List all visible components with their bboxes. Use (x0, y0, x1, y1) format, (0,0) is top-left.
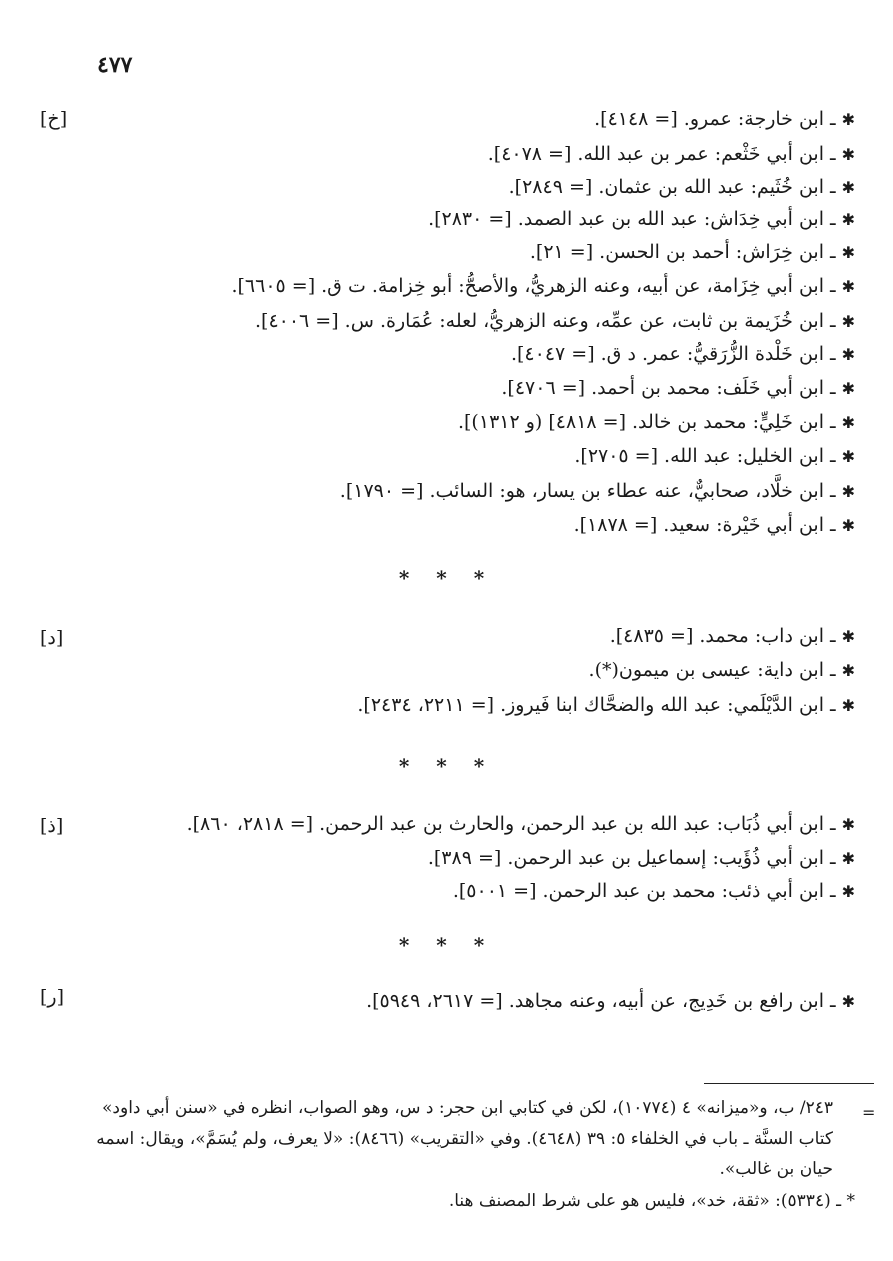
asterisk-icon: ✱ (841, 345, 855, 364)
list-item: ✱ـ ابن خلَّاد، صحابيٌّ، عنه عطاء بن يسار، هو: السائب. [= ١٧٩٠]. (339, 480, 855, 502)
asterisk-icon: ✱ (841, 849, 855, 868)
asterisk-icon: ✱ (841, 815, 855, 834)
list-item: ✱ـ ابن خُثَيم: عبد الله بن عثمان. [= ٢٨٤٩]. (508, 176, 855, 198)
asterisk-icon: ✱ (841, 447, 855, 466)
section-divider: * * * (398, 933, 495, 957)
list-item: ✱ـ ابن أبي خَيْرة: سعيد. [= ١٨٧٨]. (573, 514, 855, 536)
asterisk-icon: ✱ (841, 413, 855, 432)
list-item: ✱ـ ابن خِرَاش: أحمد بن الحسن. [= ٢١]. (529, 241, 855, 263)
asterisk-icon: ✱ (841, 992, 855, 1011)
list-item: ✱ـ ابن أبي خَلَف: محمد بن أحمد. [= ٤٧٠٦]. (501, 377, 855, 399)
section-divider: * * * (398, 754, 495, 778)
footnote-line: حيان بن غالب». (719, 1159, 833, 1179)
footnote-line: * ـ (٥٣٣٤): «ثقة، خد»، فليس هو على شرط المصنف هنا. (448, 1191, 855, 1211)
asterisk-icon: ✱ (841, 379, 855, 398)
asterisk-icon: ✱ (841, 696, 855, 715)
asterisk-icon: ✱ (841, 661, 855, 680)
asterisk-icon: ✱ (841, 210, 855, 229)
section-letter-dal: [د] (40, 627, 64, 649)
asterisk-icon: ✱ (841, 312, 855, 331)
list-item: ✱ـ ابن أبي خَثْعم: عمر بن عبد الله. [= ٤٠٧٨]. (487, 143, 855, 165)
asterisk-icon: ✱ (841, 627, 855, 646)
section-letter-kha: [خ] (40, 108, 68, 130)
list-item: ✱ـ ابن خُزَيمة بن ثابت، عن عمِّه، وعنه الزهريُّ، لعله: عُمَارة. س. [= ٤٠٠٦]. (254, 310, 855, 332)
list-item: ✱ـ ابن الدَّيْلَمي: عبد الله والضحَّاك ابنا فَيروز. [= ٢٢١١، ٢٤٣٤]. (357, 694, 855, 716)
footnote-rule (704, 1083, 874, 1084)
asterisk-icon: ✱ (841, 243, 855, 262)
list-item: ✱ـ ابن أبي خِزَامة، عن أبيه، وعنه الزهريُّ، والأصحُّ: أبو خِزامة. ت ق. [= ٦٦٠٥]. (231, 275, 855, 297)
asterisk-icon: ✱ (841, 178, 855, 197)
list-item: ✱ـ ابن أبي خِدَاش: عبد الله بن عبد الصمد. [= ٢٨٣٠]. (428, 208, 855, 230)
asterisk-icon: ✱ (841, 277, 855, 296)
list-item: ✱ـ ابن أبي ذُبَاب: عبد الله بن عبد الرحمن، والحارث بن عبد الرحمن. [= ٢٨١٨، ٨٦٠]. (186, 813, 855, 835)
list-item: ✱ـ ابن داية: عيسى بن ميمون(*). (588, 659, 855, 681)
list-item: ✱ـ ابن أبي ذئب: محمد بن عبد الرحمن. [= ٥٠٠١]. (452, 880, 855, 902)
list-item: ✱ـ ابن خَلِيٍّ: محمد بن خالد. [= ٤٨١٨] (و ١٣١٢)]. (457, 411, 855, 433)
section-divider: * * * (398, 566, 495, 590)
asterisk-icon: ✱ (841, 516, 855, 535)
list-item: ✱ـ ابن أبي ذُؤَيب: إسماعيل بن عبد الرحمن. [= ٣٨٩]. (427, 847, 855, 869)
asterisk-icon: ✱ (841, 145, 855, 164)
list-item: ✱ـ ابن رافع بن خَدِيج، عن أبيه، وعنه مجاهد. [= ٢٦١٧، ٥٩٤٩]. (366, 990, 855, 1012)
list-item: ✱ـ ابن الخليل: عبد الله. [= ٢٧٠٥]. (574, 445, 855, 467)
asterisk-icon: ✱ (841, 882, 855, 901)
page-number: ٤٧٧ (97, 52, 133, 78)
list-item: ✱ـ ابن خَلْدة الزُّرَقيُّ: عمر. د ق. [= ٤٠٤٧]. (510, 343, 855, 365)
asterisk-icon: ✱ (841, 482, 855, 501)
section-letter-ra: [ر] (40, 986, 65, 1008)
footnote-line: كتاب السنَّة ـ باب في الخلفاء ٥: ٣٩ (٤٦٤٨). وفي «التقريب» (٨٤٦٦): «لا يعرف، ولم يُسَمَّ»، ويقال: اسمه (96, 1129, 833, 1149)
section-letter-dhal: [ذ] (40, 815, 64, 837)
footnote-continuation-mark: = (862, 1103, 876, 1122)
footnote-line: ٢٤٣/ ب، و«ميزانه» ٤ (١٠٧٧٤)، لكن في كتابي ابن حجر: د س، وهو الصواب، انظره في «سنن أبي داود» (102, 1098, 833, 1118)
list-item: ✱ـ ابن داب: محمد. [= ٤٨٣٥]. (609, 625, 855, 647)
asterisk-icon: ✱ (841, 110, 855, 129)
list-item: ✱ـ ابن خارجة: عمرو. [= ٤١٤٨]. (594, 108, 855, 130)
